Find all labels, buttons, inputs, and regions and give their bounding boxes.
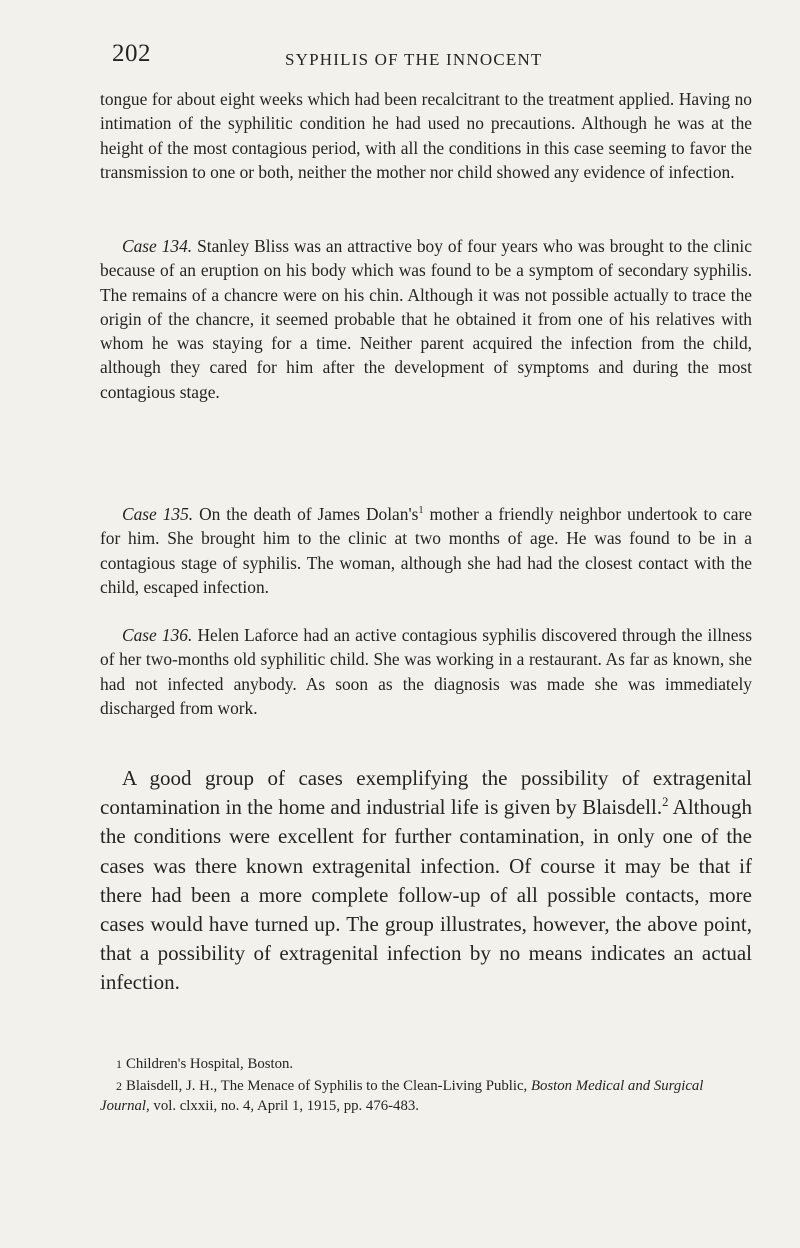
footnote-2-journal: Boston Medical and Surgical Journal,: [100, 1078, 704, 1114]
paragraph-case-134: [100, 234, 752, 404]
case-134-label: Case 134.: [122, 236, 193, 256]
case-134-text: Stanley Bliss was an attractive boy of four years who was brought to the clinic because of an eruption on his body which was found to be a symptom of secondary syphilis. The remains of a chancre were on his chin. Although it was not possible actually to trace the origin of the chancre, it seemed probable that he obtained it from one of his relatives with whom he was staying for a time. Neither parent acquired the infection from the child, although they cared for him after the development of symptoms and during the most contagious stage.: [100, 236, 752, 402]
case-135-text-b: mother a friendly neighbor undertook to care for him. She brought him to the clinic at two months of age. He was found to be in a contagious stage of syphilis. The woman, although she had had the closest contact with the child, escaped infection.: [100, 504, 752, 597]
footnote-2: [100, 1076, 752, 1116]
footnote-2-number: 2: [116, 1079, 122, 1093]
footnote-ref-1: 1: [418, 505, 424, 517]
case-135-text-a: On the death of James Dolan's: [193, 504, 419, 524]
case-135-label: Case 135.: [122, 504, 194, 524]
page-number: 202: [112, 40, 151, 67]
footnote-2-text-b: vol. clxxii, no. 4, April 1, 1915, pp. 476-483.: [149, 1098, 419, 1114]
paragraph-continuation: [100, 87, 752, 184]
paragraph-main: [100, 764, 752, 998]
case-136-text: Helen Laforce had an active contagious syphilis discovered through the illness of her two-months old syphilitic child. She was working in a restaurant. As far as known, she had not infected anybody. As soon as the diagnosis was made she was immediately discharged from work.: [100, 625, 752, 718]
paragraph-case-135: [100, 502, 752, 599]
footnote-1: [100, 1054, 752, 1074]
running-title: SYPHILIS OF THE INNOCENT: [285, 50, 543, 69]
main-text-b: Although the conditions were excellent for further contamination, in only one of the cases was there known extragenital infection. Of course it may be that if there had been a more complete follow-up of all possible contacts, more cases would have turned up. The group illustrates, however, the above point, that a possibility of extragenital infection by no means indicates an actual infection.: [100, 795, 752, 995]
footnote-1-number: 1: [116, 1057, 122, 1071]
main-text-a: A good group of cases exemplifying the possibility of extragenital contamination in the home and industrial life is given by Blaisdell.: [100, 766, 752, 820]
footnote-2-text-a: Blaisdell, J. H., The Menace of Syphilis to the Clean-Living Public,: [126, 1078, 531, 1094]
footnote-1-text: Children's Hospital, Boston.: [126, 1056, 294, 1072]
footnote-ref-2: 2: [662, 795, 669, 810]
case-136-label: Case 136.: [122, 625, 193, 645]
paragraph-case-136: [100, 623, 752, 720]
paragraph-continuation-text: tongue for about eight weeks which had been recalcitrant to the treatment applied. Having no intimation of the syphilitic condition he had used no precautions. Although he was at the height of the most contagious period, with all the conditions in this case seeming to favor the transmission to one or both, neither the mother nor child showed any evidence of infection.: [100, 89, 752, 182]
